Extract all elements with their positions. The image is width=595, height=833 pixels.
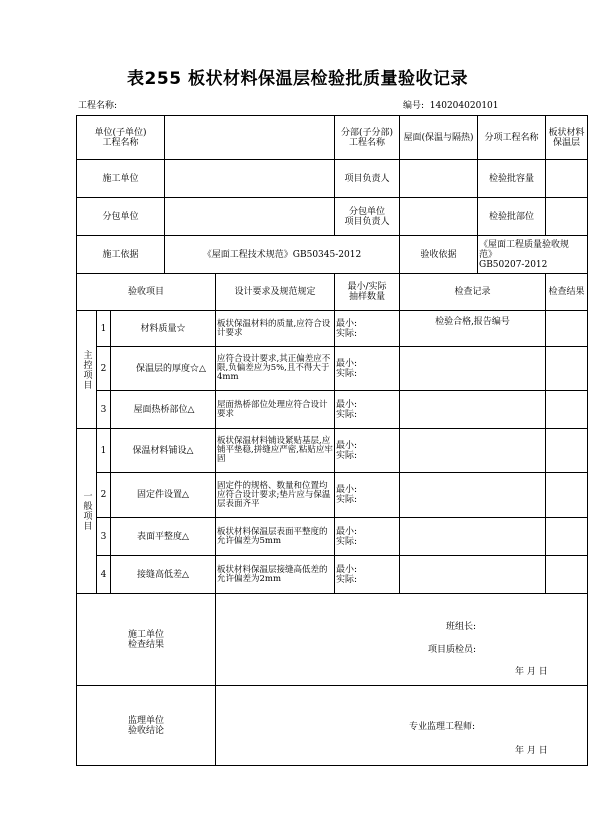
item-record[interactable]: [400, 556, 546, 594]
item-no: 3: [97, 518, 111, 556]
sub-project-leader-label: 分包单位 项目负责人: [335, 198, 400, 236]
sub-project-name-label: 分部(子分部) 工程名称: [335, 116, 400, 160]
col-header-result: 检查结果: [546, 274, 588, 311]
col-header-item: 验收项目: [77, 274, 216, 311]
item-name: 保温材料铺设△: [111, 429, 216, 473]
supervision-label: 监理单位 验收结论: [77, 686, 216, 766]
item-no: 3: [97, 391, 111, 429]
construction-unit-value[interactable]: [165, 160, 335, 198]
unit-project-name-value[interactable]: [165, 116, 335, 160]
col-header-sample: 最小/实际 抽样数量: [335, 274, 400, 311]
subcontract-unit-label: 分包单位: [77, 198, 165, 236]
item-sample[interactable]: 最小: 实际:: [335, 518, 400, 556]
item-result[interactable]: [546, 429, 588, 473]
item-result[interactable]: [546, 347, 588, 391]
quality-inspector-label: 项目质检员:: [428, 645, 477, 655]
item-result[interactable]: [546, 391, 588, 429]
item-requirement: 板状材料保温层表面平整度的允许偏差为5mm: [216, 518, 335, 556]
acceptance-basis-label: 验收依据: [400, 236, 478, 274]
col-header-requirement: 设计要求及规范规定: [216, 274, 335, 311]
batch-capacity-value[interactable]: [546, 160, 588, 198]
item-requirement: 板状材料保温层接缝高低差的允许偏差为2mm: [216, 556, 335, 594]
item-sample[interactable]: 最小: 实际:: [335, 556, 400, 594]
sub-project-name-value: 屋面(保温与隔热): [400, 116, 478, 160]
item-no: 1: [97, 311, 111, 347]
batch-capacity-label: 检验批容量: [478, 160, 546, 198]
sub-project-leader-value[interactable]: [400, 198, 478, 236]
item-requirement: 固定件的规格、数量和位置均应符合设计要求;垫片应与保温层表面齐平: [216, 473, 335, 518]
construction-check-label: 施工单位 检查结果: [77, 594, 216, 686]
construction-basis-value: 《屋面工程技术规范》GB50345-2012: [165, 236, 400, 274]
item-requirement: 屋面热桥部位处理应符合设计要求: [216, 391, 335, 429]
item-name: 屋面热桥部位△: [111, 391, 216, 429]
item-result[interactable]: [546, 518, 588, 556]
item-record[interactable]: 检验合格,报告编号: [400, 311, 546, 347]
item-record[interactable]: [400, 347, 546, 391]
item-name: 固定件设置△: [111, 473, 216, 518]
item-name: 接缝高低差△: [111, 556, 216, 594]
item-result[interactable]: [546, 556, 588, 594]
item-result[interactable]: [546, 311, 588, 347]
supervision-engineer-label: 专业监理工程师:: [409, 722, 476, 732]
general-group-label: 一般项目: [77, 429, 97, 594]
number-label: 编号:: [403, 101, 425, 111]
batch-location-label: 检验批部位: [478, 198, 546, 236]
project-leader-value[interactable]: [400, 160, 478, 198]
item-requirement: 板状保温材料铺设紧贴基层,应铺平垫稳,拼缝应严密,粘贴应牢固: [216, 429, 335, 473]
item-name: 保温层的厚度☆△: [111, 347, 216, 391]
item-no: 2: [97, 473, 111, 518]
item-requirement: 应符合设计要求,其正偏差应不限,负偏差应为5%,且不得大于4mm: [216, 347, 335, 391]
construction-basis-label: 施工依据: [77, 236, 165, 274]
batch-location-value[interactable]: [546, 198, 588, 236]
subcontract-unit-value[interactable]: [165, 198, 335, 236]
number-value: 140204020101: [429, 101, 499, 111]
inspection-record-table: [76, 115, 588, 766]
item-no: 2: [97, 347, 111, 391]
construction-unit-label: 施工单位: [77, 160, 165, 198]
item-sample[interactable]: 最小: 实际:: [335, 391, 400, 429]
item-sample[interactable]: 最小: 实际:: [335, 347, 400, 391]
item-sample[interactable]: 最小: 实际:: [335, 429, 400, 473]
item-requirement: 板状保温材料的质量,应符合设计要求: [216, 311, 335, 347]
item-sample[interactable]: 最小: 实际:: [335, 311, 400, 347]
unit-project-name-label: 单位(子单位) 工程名称: [77, 116, 165, 160]
item-record[interactable]: [400, 518, 546, 556]
item-no: 4: [97, 556, 111, 594]
project-name-label: 工程名称:: [78, 101, 118, 111]
item-no: 1: [97, 429, 111, 473]
item-record[interactable]: [400, 429, 546, 473]
supervision-date: 年 月 日: [515, 746, 548, 756]
page-title: 表255 板状材料保温层检验批质量验收记录: [127, 69, 468, 89]
item-project-name-value: 板状材料保温层: [546, 116, 588, 160]
construction-check-area[interactable]: [216, 594, 588, 686]
col-header-record: 检查记录: [400, 274, 546, 311]
record-number: [403, 98, 499, 111]
acceptance-basis-value: 《屋面工程质量验收规范》 GB50207-2012: [478, 236, 588, 274]
construction-check-date: 年 月 日: [515, 667, 548, 677]
item-name: 材料质量☆: [111, 311, 216, 347]
team-leader-label: 班组长:: [446, 622, 477, 632]
item-sample[interactable]: 最小: 实际:: [335, 473, 400, 518]
project-leader-label: 项目负责人: [335, 160, 400, 198]
item-name: 表面平整度△: [111, 518, 216, 556]
supervision-area[interactable]: [216, 686, 588, 766]
item-result[interactable]: [546, 473, 588, 518]
item-record[interactable]: [400, 473, 546, 518]
main-control-group-label: 主控项目: [77, 311, 97, 429]
item-record[interactable]: [400, 391, 546, 429]
item-project-name-label: 分项工程名称: [478, 116, 546, 160]
